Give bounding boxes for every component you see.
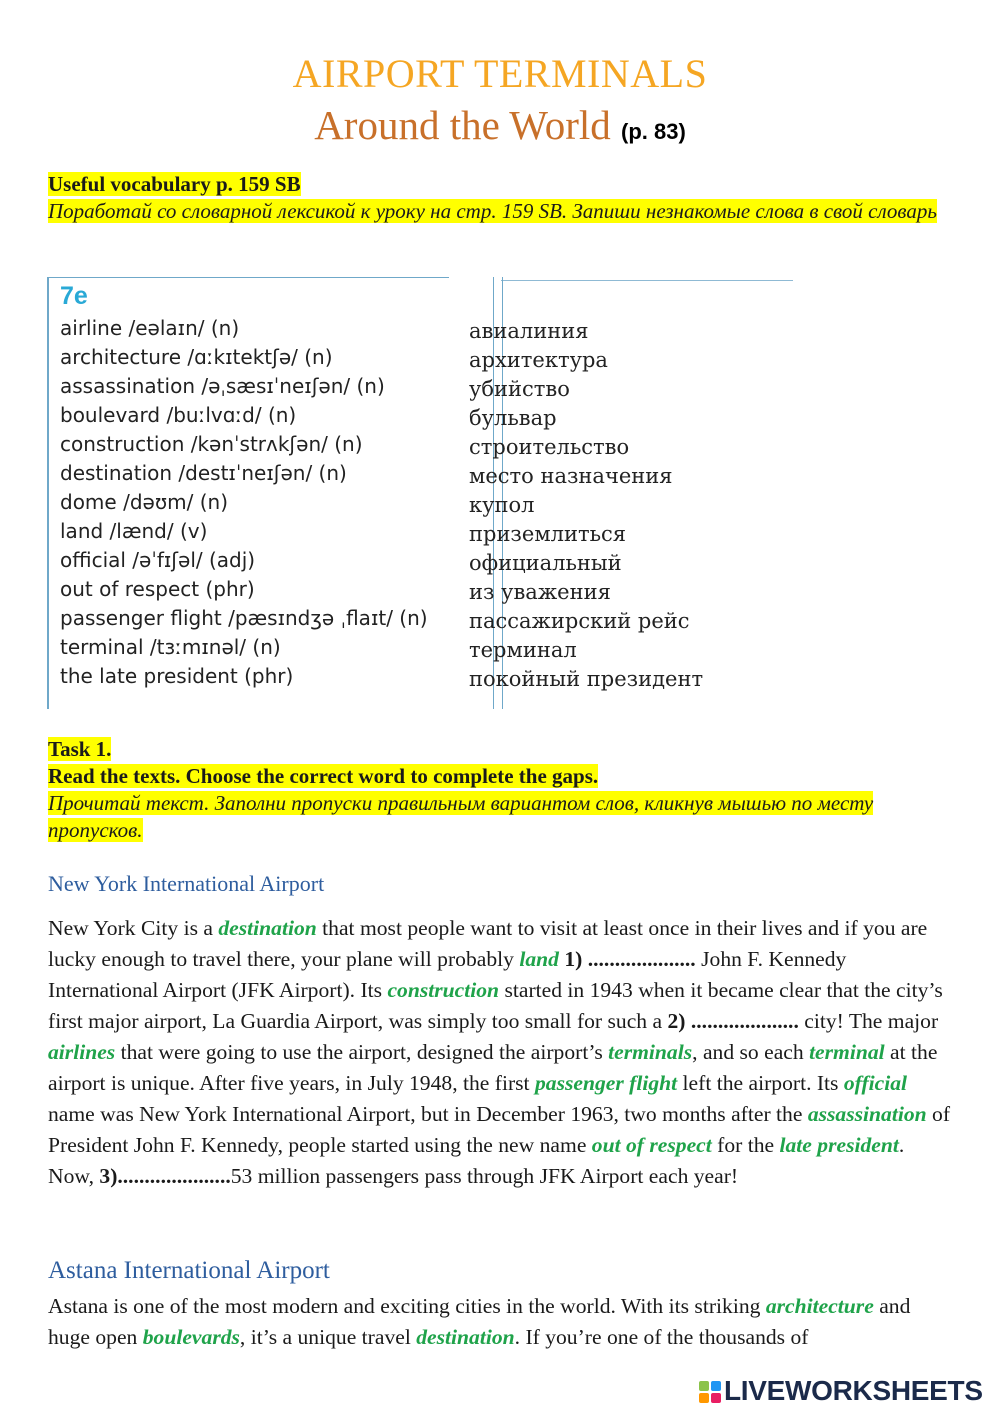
english-word: passenger flight /pæsɪndʒə ˌflaɪt/ (n) [60, 606, 428, 630]
table-border [501, 280, 793, 281]
task-instructions [48, 736, 948, 844]
english-word: construction /kənˈstrʌkʃən/ (n) [60, 432, 363, 456]
astana-text [48, 1291, 953, 1353]
vocabulary-instruction: Поработай со словарной лексикой к уроку на стр. 159 SB. Запиши незнакомые слова в свой словарь [48, 199, 937, 223]
liveworksheets-logo-icon [699, 1381, 721, 1403]
english-word: assassination /əˌsæsɪˈneɪʃən/ (n) [60, 374, 385, 398]
unit-label: 7e [60, 282, 88, 310]
english-word: the late president (phr) [60, 664, 294, 688]
text-run: left the airport. Its [677, 1071, 844, 1095]
russian-translation: убийство [469, 377, 570, 401]
russian-translation: купол [469, 493, 535, 517]
vocab-word: architecture [765, 1294, 874, 1318]
english-word: destination /destɪˈneɪʃən/ (n) [60, 461, 347, 485]
section-title-astana: Astana International Airport [48, 1257, 330, 1284]
text-run: of President John F. Kennedy, people started using the new name [48, 1102, 951, 1157]
task-instruction: Read the texts. Choose the correct word to complete the gaps. [48, 764, 599, 788]
russian-translation: покойный президент [469, 667, 704, 691]
russian-translation: приземлиться [469, 522, 627, 546]
vocabulary-table [47, 277, 747, 709]
russian-translation: место назначения [469, 464, 673, 488]
vocab-word: construction [387, 978, 500, 1002]
english-word: land /lænd/ (v) [60, 519, 208, 543]
section-title-new-york: New York International Airport [48, 871, 325, 896]
english-word-list [60, 314, 428, 691]
text-run: at the airport is unique. After five years, in July 1948, the first [48, 1040, 938, 1095]
russian-translation: архитектура [469, 348, 608, 372]
russian-translation: официальный [469, 551, 622, 575]
vocab-word: assassination [807, 1102, 927, 1126]
text-run: 53 million passengers pass through JFK Airport each year! [230, 1164, 739, 1188]
text-run: and huge open [48, 1294, 911, 1349]
english-word: official /əˈfɪʃəl/ (adj) [60, 548, 256, 572]
english-word: out of respect (phr) [60, 577, 255, 601]
english-word: airline /eəlaɪn/ (n) [60, 316, 240, 340]
task-label: Task 1. [48, 737, 112, 761]
vocab-word: passenger flight [534, 1071, 678, 1095]
vocab-word: terminals [608, 1040, 693, 1064]
page-title: AIRPORT TERMINALS [292, 51, 708, 96]
text-run: name was New York International Airport, but in December 1963, two months after the [48, 1102, 808, 1126]
russian-translation: авиалиния [469, 319, 589, 343]
page-subtitle [0, 101, 1000, 149]
text-run: for the [711, 1133, 780, 1157]
russian-translation: из уважения [469, 580, 611, 604]
subtitle-text: Around the World [314, 102, 611, 148]
logo-text: LIVEWORKSHEETS [724, 1375, 983, 1406]
logo-square [699, 1381, 709, 1391]
text-run: . Now, [48, 1133, 905, 1188]
russian-translation: терминал [469, 638, 577, 662]
vocab-word: land [519, 947, 559, 971]
task-instruction-russian: Прочитай текст. Заполни пропуски правильным вариантом слов, кликнув мышью по месту пропусков. [48, 791, 874, 842]
russian-translation: строительство [469, 435, 630, 459]
vocab-word: official [843, 1071, 908, 1095]
logo-square [711, 1381, 721, 1391]
english-word: terminal /tɜːmɪnəl/ (n) [60, 635, 281, 659]
english-word: architecture /ɑːkɪtektʃə/ (n) [60, 345, 333, 369]
logo-square [699, 1393, 709, 1403]
table-border [47, 277, 49, 709]
vocab-word: destination [218, 916, 317, 940]
text-run: city! The major [798, 1009, 939, 1033]
russian-translation: бульвар [469, 406, 557, 430]
vocabulary-intro [48, 171, 948, 225]
logo-square [711, 1393, 721, 1403]
vocab-word: airlines [48, 1040, 116, 1064]
text-run: New York City is a [48, 916, 219, 940]
text-run: John F. Kennedy International Airport (JFK Airport). Its [48, 947, 847, 1002]
russian-translation-list [469, 317, 703, 694]
gap-3-dropdown[interactable]: 3)..................... [99, 1164, 231, 1188]
vocab-word: terminal [809, 1040, 885, 1064]
vocabulary-heading: Useful vocabulary p. 159 SB [48, 172, 301, 196]
vocab-word: boulevards [142, 1325, 240, 1349]
text-run: , and so each [692, 1040, 810, 1064]
new-york-text [48, 913, 953, 1192]
english-word: boulevard /buːlvɑːd/ (n) [60, 403, 297, 427]
text-run: . If you’re one of the thousands of [514, 1325, 809, 1349]
text-run: that were going to use the airport, designed the airport’s [115, 1040, 609, 1064]
table-border [47, 277, 449, 278]
vocab-word: destination [416, 1325, 515, 1349]
text-run: Astana is one of the most modern and exciting cities in the world. With its striking [48, 1294, 766, 1318]
russian-translation: пассажирский рейс [469, 609, 690, 633]
text-run: , it’s a unique travel [239, 1325, 417, 1349]
gap-2-dropdown[interactable]: 2) .................... [667, 1009, 799, 1033]
text-run: that most people want to visit at least once in their lives and if you are lucky enough to travel there, your plane will probably [48, 916, 928, 971]
vocab-word: out of respect [591, 1133, 712, 1157]
english-word: dome /dəʊm/ (n) [60, 490, 229, 514]
text-run: started in 1943 when it became clear that the city’s first major airport, La Guardia Airport, was simply too small for such a [48, 978, 943, 1033]
vocab-word: late president [779, 1133, 899, 1157]
gap-1-dropdown[interactable]: 1) .................... [558, 947, 696, 971]
page-reference: (p. 83) [621, 119, 686, 144]
